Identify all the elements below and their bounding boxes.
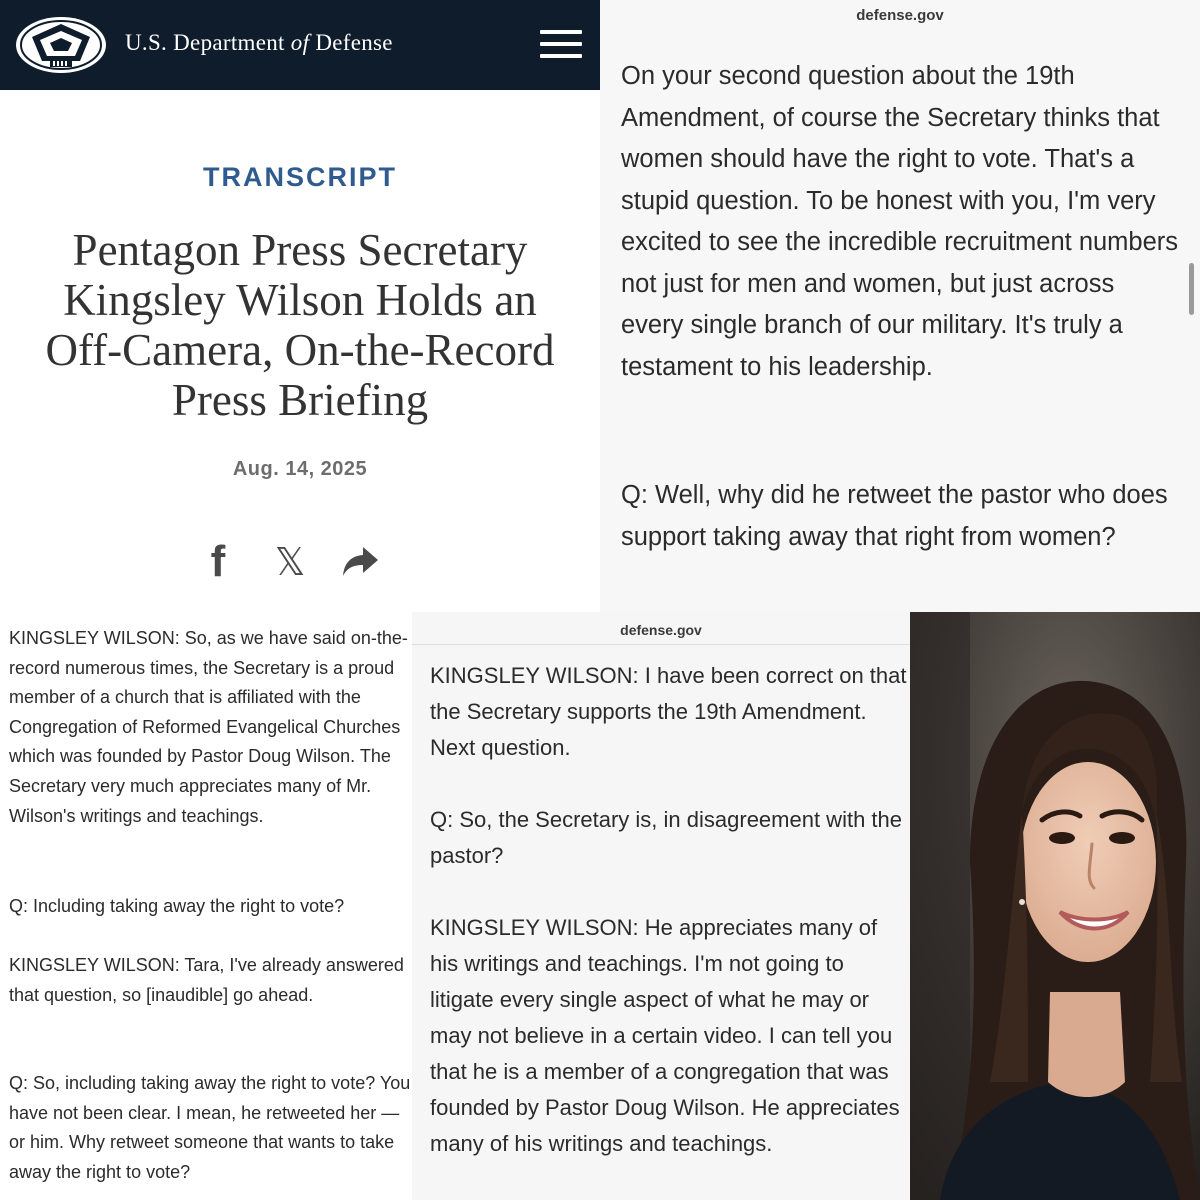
content-type-label: TRANSCRIPT: [203, 162, 397, 192]
transcript-paragraph: Q: So, including taking away the right to vote? You have not been clear. I mean, he retweeted her — or him. Why retweet someone that wants to take away the right to vote?: [9, 1073, 411, 1182]
transcript-paragraph: Q: Including taking away the right to vote?: [9, 896, 345, 916]
transcript-paragraph: KINGSLEY WILSON: So, as we have said on-the-record numerous times, the Secretary is a proud member of a church that is affiliated with the Congregation of Reformed Evangelical Churches which was founded by Pastor Doug Wilson. The Secretary very much appreciates many of Mr. Wilson's writings and teachings.: [9, 628, 408, 826]
transcript-paragraph: On your second question about the 19th Amendment, of course the Secretary thinks that women should have the right to vote. That's a stupid question. To be honest with you, I'm very excited to see the incredible recruitment numbers not just for men and women, but just across every single branch of our military. It's truly a testament to his leadership.: [621, 62, 1179, 381]
transcript-panel-bottom-middle: [412, 612, 910, 1200]
hamburger-menu-icon[interactable]: [536, 26, 586, 62]
speaker-portrait-photo: [910, 612, 1200, 1200]
publish-date: Aug. 14, 2025: [232, 458, 368, 480]
portrait-illustration: [910, 612, 1200, 1200]
address-bar-domain[interactable]: defense.gov: [856, 7, 944, 24]
site-name[interactable]: U.S. Department of Defense: [125, 30, 393, 55]
transcript-paragraph: KINGSLEY WILSON: I have been correct on that the Secretary supports the 19th Amendment. Next question.: [430, 663, 907, 760]
page-title: [0, 225, 600, 425]
pentagon-seal-icon: [14, 15, 108, 75]
transcript-paragraph: Q: Well, why did he retweet the pastor who does support taking away that right from women?: [621, 481, 1168, 551]
transcript-paragraph: KINGSLEY WILSON: He appreciates many of his writings and teachings. I'm not going to litigate every single aspect of what he may or may not believe in a certain video. I can tell you that he is a member of a congregation that was founded by Pastor Doug Wilson. He appreciates many of his writings and teachings.: [430, 915, 900, 1156]
share-arrow-icon[interactable]: [336, 538, 384, 586]
title-line: Off-Camera, On-the-Record: [45, 325, 555, 375]
facebook-icon[interactable]: f: [210, 537, 226, 586]
title-line: Kingsley Wilson Holds an: [63, 275, 537, 325]
transcript-panel-bottom-left: [0, 612, 412, 1200]
scrollbar-thumb[interactable]: [1189, 263, 1194, 315]
address-bar-domain[interactable]: defense.gov: [620, 622, 702, 638]
transcript-paragraph: KINGSLEY WILSON: Tara, I've already answered that question, so [inaudible] go ahead.: [9, 955, 404, 1005]
article-header-panel: [0, 0, 600, 600]
title-line: Press Briefing: [171, 375, 429, 425]
toolbar-divider: [412, 644, 910, 645]
x-icon[interactable]: 𝕏: [274, 540, 306, 584]
transcript-paragraph: Q: So, the Secretary is, in disagreement with the pastor?: [430, 807, 903, 868]
title-line: Pentagon Press Secretary: [72, 225, 528, 275]
site-header: [0, 0, 600, 90]
transcript-panel-top-right: [600, 0, 1200, 612]
